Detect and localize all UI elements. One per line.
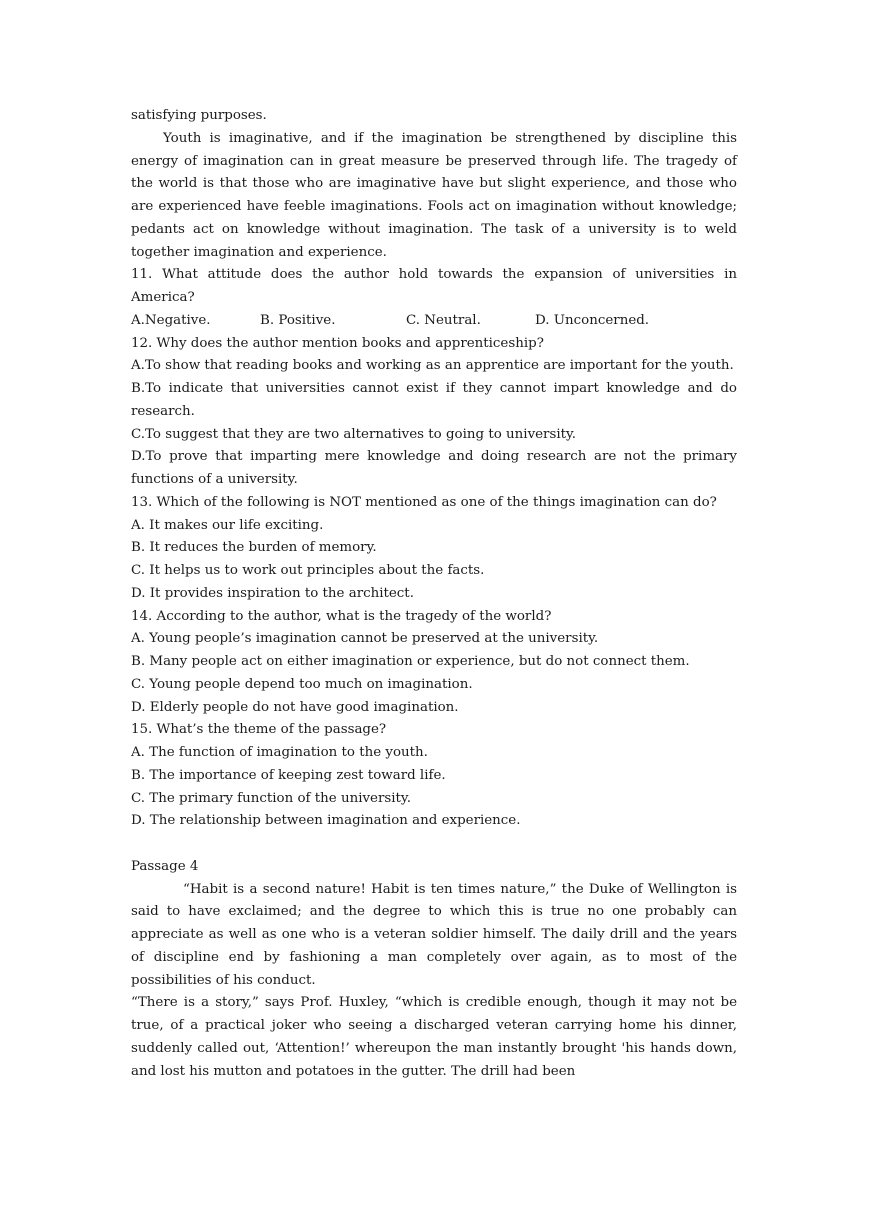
option-c: C. Young people depend too much on imagination. (131, 676, 473, 692)
passage-paragraph: “Habit is a second nature! Habit is ten times nature,” the Duke of Wellington is said to have exclaimed; and the degree to which this is true no one probably can appreciate as well as one who is a veteran soldier himself. The daily drill and the years of discipline end by fashioning a man completely over again, as to most of the possibilities of his conduct. (131, 881, 737, 988)
option-c: C.To suggest that they are two alternatives to going to university. (131, 426, 577, 442)
option-d: D. The relationship between imagination and experience. (131, 813, 521, 829)
option-c: C. Neutral. (406, 312, 481, 328)
option-a: A. Young people’s imagination cannot be preserved at the university. (131, 631, 599, 647)
option-a: A.To show that reading books and working as an apprentice are important for the youth. (131, 358, 734, 374)
question-15-stem: 15. What’s the theme of the passage? (131, 722, 387, 738)
option-b: B. Many people act on either imagination or experience, but do not connect them. (131, 654, 690, 669)
option-c: C. The primary function of the university. (131, 790, 411, 806)
option-d: D.To prove that imparting mere knowledge and doing research are not the primary functions of a university. (131, 449, 737, 487)
option-d: D. Unconcerned. (535, 312, 650, 328)
option-a: A. It makes our life exciting. (131, 517, 324, 533)
question-11-stem: 11. What attitude does the author hold towards the expansion of universities in America? (131, 267, 737, 305)
question-12-stem: 12. Why does the author mention books and apprenticeship? (131, 335, 544, 351)
option-b: B. Positive. (260, 312, 336, 328)
document-page (131, 105, 737, 1083)
question-14-stem: 14. According to the author, what is the tragedy of the world? (131, 608, 552, 624)
option-d: D. It provides inspiration to the architect. (131, 585, 414, 601)
passage-title: Passage 4 (131, 858, 199, 874)
option-d: D. Elderly people do not have good imagination. (131, 699, 459, 715)
option-b: B. The importance of keeping zest toward life. (131, 767, 446, 783)
option-b: B.To indicate that universities cannot exist if they cannot impart knowledge and do research. (131, 381, 737, 419)
passage-paragraph: “There is a story,” says Prof. Huxley, “which is credible enough, though it may not be true, of a practical joker who seeing a discharged veteran carrying home his dinner, suddenly called out, ‘Attention!’ whereupon the man instantly brought 'his hands down, and lost his mutton and potatoes in the gutter. The drill had been (131, 995, 737, 1079)
question-13-stem: 13. Which of the following is NOT mentioned as one of the things imagination can do? (131, 494, 717, 510)
option-c: C. It helps us to work out principles about the facts. (131, 563, 485, 578)
question-11-options (131, 310, 737, 333)
paragraph-fragment: satisfying purposes. (131, 108, 267, 123)
paragraph-youth-imagination: Youth is imaginative, and if the imagination be strengthened by discipline this energy of imagination can in great measure be preserved through life. The tragedy of the world is that those who are imaginative have but slight experience, and those who are experienced have feeble imaginations. Fools act on imagination without knowledge; pedants act on knowledge without imagination. The task of a university is to weld together imagination and experience. (131, 130, 737, 260)
option-a: A. The function of imagination to the youth. (131, 745, 428, 760)
spacer (131, 833, 737, 856)
option-b: B. It reduces the burden of memory. (131, 540, 377, 556)
option-a: A.Negative. (131, 312, 211, 328)
